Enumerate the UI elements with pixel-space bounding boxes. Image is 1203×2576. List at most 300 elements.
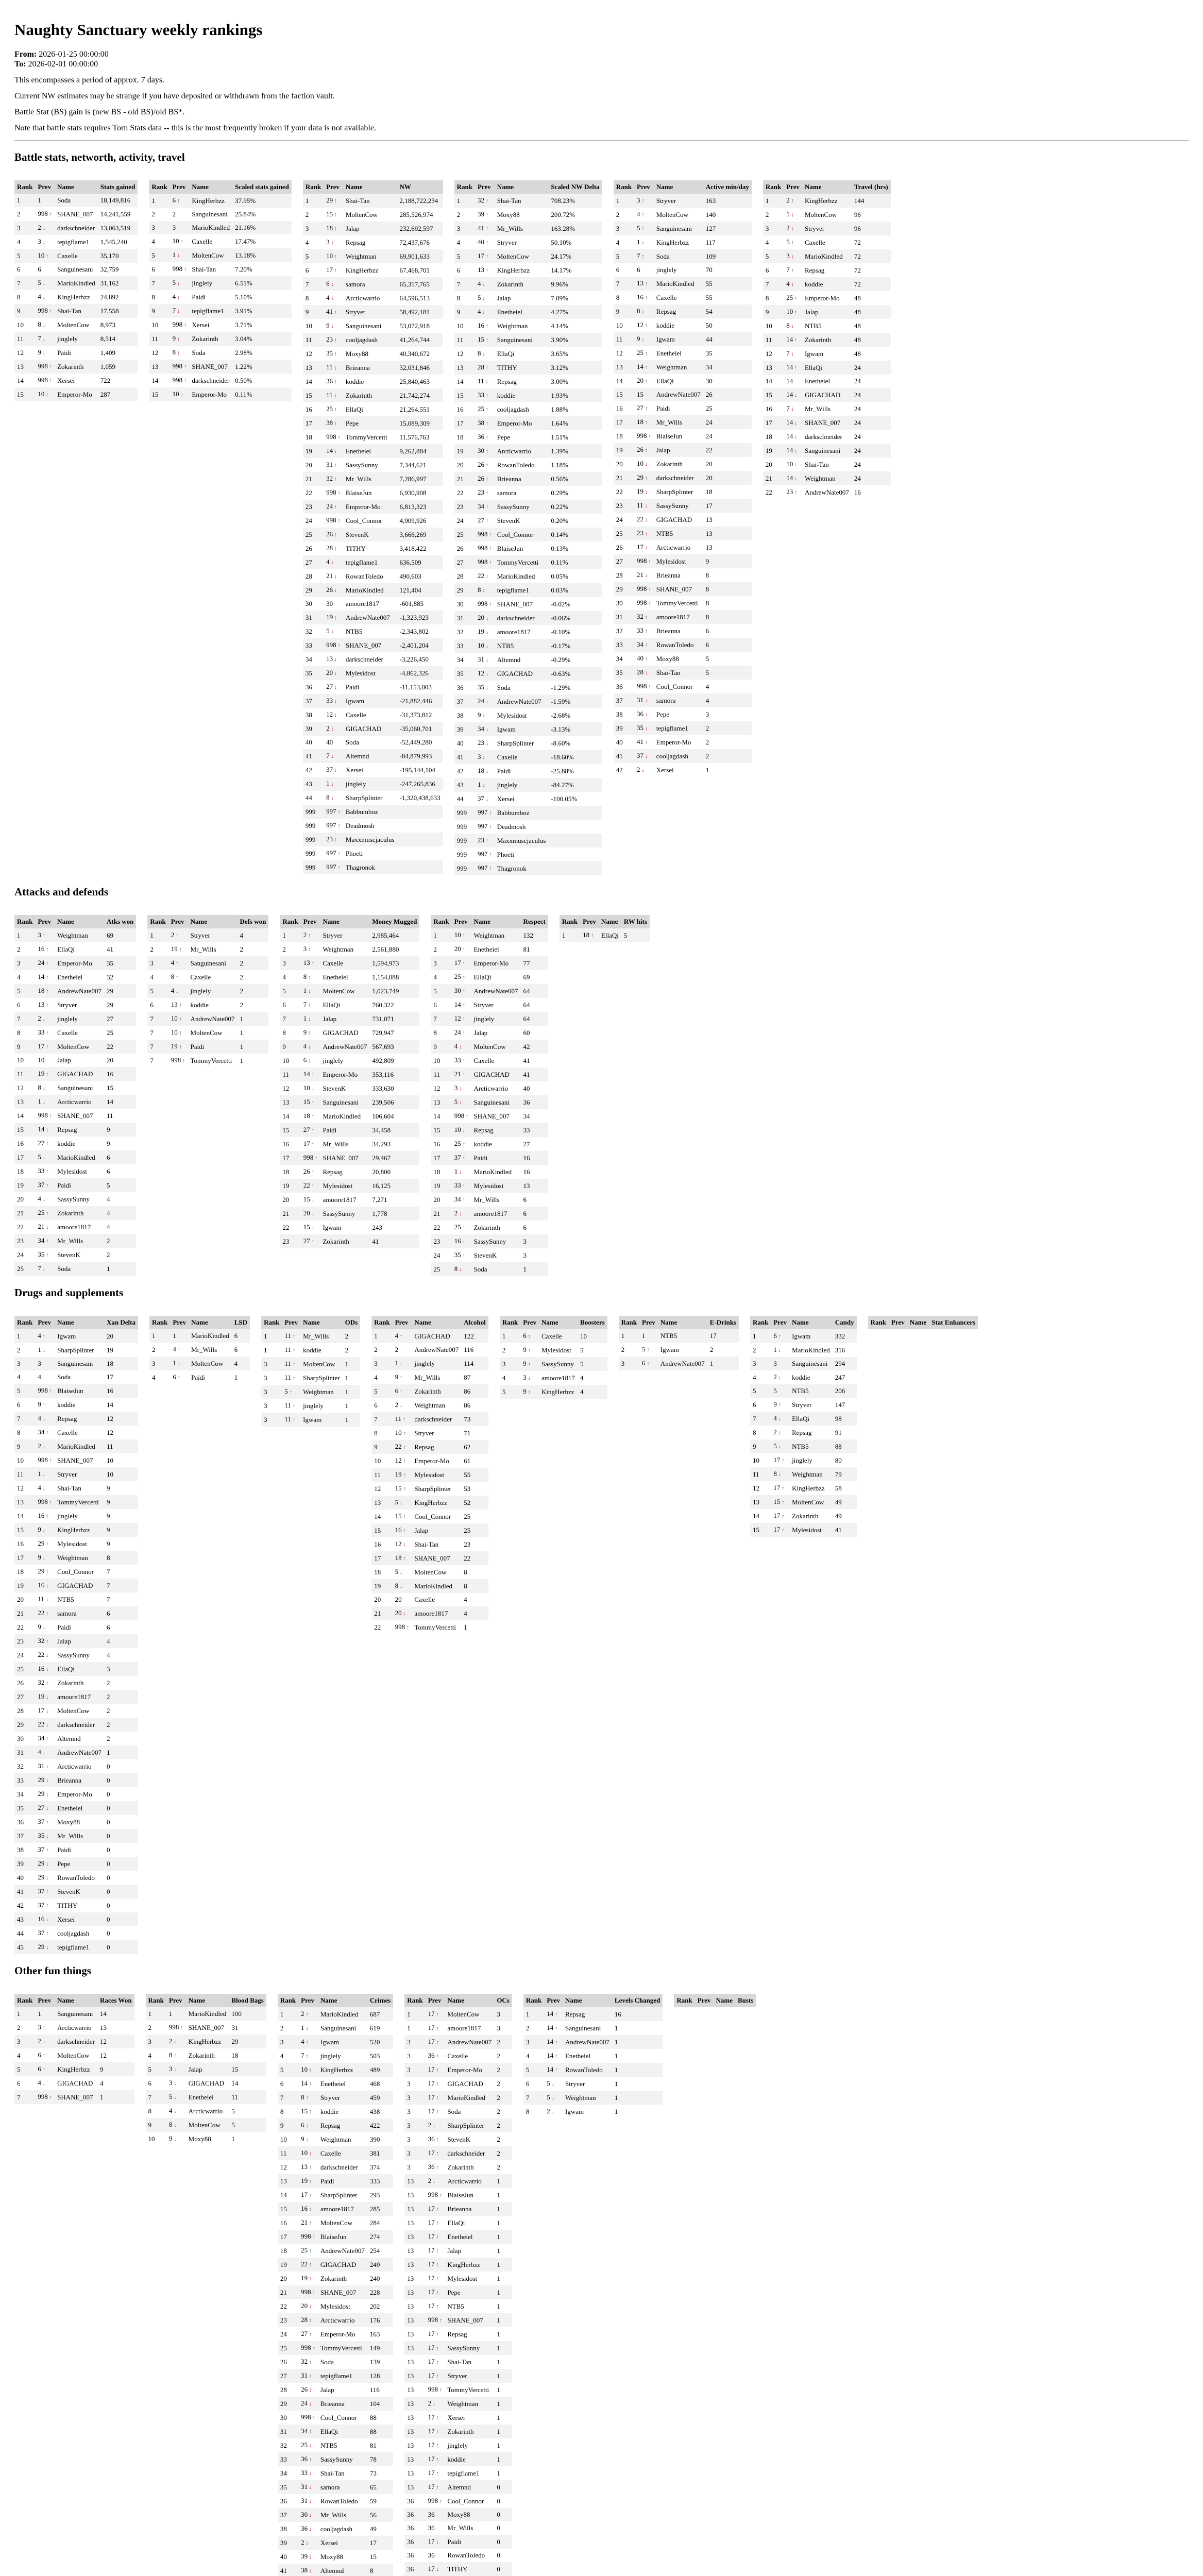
table-row: [523, 2077, 663, 2091]
value-cell: 1: [494, 2466, 512, 2480]
arrow-up-icon: ↑: [41, 2053, 46, 2059]
name-cell: Igwam: [495, 722, 549, 736]
prev-cell: [393, 1370, 412, 1384]
value-cell: 0: [104, 1871, 138, 1885]
ranking-table: [303, 180, 443, 874]
table-row: [404, 2146, 512, 2160]
value-cell: 17: [367, 2536, 393, 2550]
value-cell: 24: [852, 402, 891, 416]
value-cell: 381: [367, 2146, 393, 2160]
name-cell: TommyVercetti: [343, 430, 397, 444]
prev-cell: [35, 1662, 55, 1676]
name-cell: MoltenCow: [55, 2048, 97, 2062]
prev-cell: [35, 2090, 55, 2104]
arrow-down-icon: ↓: [484, 629, 489, 635]
name-cell: koddie: [471, 1137, 521, 1151]
table-row: [763, 444, 891, 457]
name-cell: SassySunny: [495, 500, 549, 514]
table-row: [14, 1885, 138, 1899]
table-row: [261, 1399, 360, 1413]
arrow-up-icon: ↑: [484, 420, 489, 427]
name-cell: Paidi: [55, 1178, 104, 1192]
column-header: Boosters: [578, 1316, 607, 1329]
prev-cell: [35, 2062, 55, 2076]
column-header: Alcohol: [461, 1316, 488, 1329]
name-cell: Sanguinesani: [55, 1081, 104, 1095]
arrow-down-icon: ↓: [44, 1694, 49, 1700]
prev-value: 10: [172, 237, 179, 245]
name-cell: GIGACHAD: [802, 388, 852, 402]
table-row: [763, 430, 891, 444]
prev-cell: [298, 2160, 318, 2174]
arrow-down-icon: ↓: [481, 782, 485, 788]
prev-cell: [298, 2188, 318, 2202]
prev-value: 2: [637, 766, 640, 773]
value-cell: 64: [520, 998, 548, 1012]
arrow-up-icon: ↑: [47, 1458, 53, 1464]
name-cell: MoltenCow: [55, 1040, 104, 1054]
prev-value: 7: [303, 1001, 307, 1008]
column-header: Scaled NW Delta: [548, 180, 602, 194]
table-row: [149, 1370, 250, 1384]
arrow-up-icon: ↑: [44, 1141, 49, 1147]
prev-cell: [170, 290, 190, 304]
arrow-down-icon: ↓: [793, 392, 798, 398]
column-header: Defs won: [237, 915, 268, 928]
rank-cell: 25: [431, 1262, 451, 1276]
rank-cell: 5: [14, 2062, 35, 2076]
value-cell: 9.96%: [548, 277, 602, 291]
prev-value: 30: [477, 447, 484, 454]
rank-cell: 12: [303, 347, 324, 361]
arrow-up-icon: ↑: [308, 2192, 312, 2198]
rank-cell: 22: [14, 1620, 35, 1634]
arrow-up-icon: ↑: [434, 2429, 439, 2435]
arrow-down-icon: ↓: [398, 1569, 403, 1575]
prev-value: 8: [395, 1582, 399, 1589]
rank-cell: 6: [750, 1398, 771, 1412]
prev-cell: [35, 2021, 55, 2035]
section-heading: Other fun things: [14, 1964, 91, 1977]
rank-cell: 1: [147, 928, 168, 942]
rank-cell: 10: [431, 1054, 451, 1067]
rank-cell: 19: [278, 2258, 298, 2272]
value-cell: 32: [104, 970, 136, 984]
table-row: [763, 249, 891, 263]
rank-cell: 3: [619, 1357, 639, 1370]
name-cell: Mr_Wills: [189, 1343, 232, 1357]
name-cell: EllaQi: [471, 970, 521, 984]
arrow-up-icon: ↑: [643, 350, 648, 357]
name-cell: AndrewNate007: [318, 2244, 367, 2258]
prev-cell: [301, 1081, 320, 1095]
column-header: Prev: [298, 1994, 318, 2007]
rank-cell: 16: [14, 1137, 35, 1150]
rank-cell: 13: [750, 1495, 771, 1509]
arrow-up-icon: ↑: [174, 933, 179, 939]
column-header: Races Won: [97, 1994, 134, 2007]
value-cell: 41: [369, 1234, 419, 1248]
arrow-down-icon: ↓: [310, 1086, 314, 1092]
rank-cell: 22: [614, 485, 634, 499]
tables-row: [14, 180, 1189, 875]
prev-cell: [324, 541, 343, 555]
arrow-down-icon: ↓: [458, 1099, 462, 1106]
name-cell: AndrewNate007: [471, 984, 521, 998]
prev-value: 28: [637, 668, 644, 676]
prev-cell: [324, 249, 343, 263]
table-row: [454, 792, 602, 806]
table-row: [14, 290, 138, 304]
prev-cell: [301, 1026, 320, 1040]
prev-value: 19: [301, 2177, 308, 2184]
value-cell: 24: [852, 430, 891, 444]
name-cell: Caxelle: [189, 234, 232, 248]
prev-value: 41: [477, 224, 484, 232]
arrow-down-icon: ↓: [176, 294, 180, 300]
prev-cell: [298, 2564, 318, 2576]
name-cell: Arcticwarrio: [55, 1759, 104, 1773]
arrow-up-icon: ↑: [434, 2373, 439, 2379]
table-row: [614, 249, 752, 263]
name-cell: Arcticwarrio: [654, 540, 703, 554]
column-header: Prev: [35, 915, 55, 928]
name-cell: Jalap: [186, 2062, 229, 2076]
name-cell: StevenK: [320, 1081, 369, 1095]
arrow-up-icon: ↑: [179, 239, 183, 245]
rank-cell: 3: [14, 2035, 35, 2048]
column-header: Busts: [735, 1994, 756, 2007]
arrow-up-icon: ↑: [44, 946, 49, 953]
rank-cell: 22: [278, 2299, 298, 2313]
name-cell: tepigflame1: [318, 2369, 367, 2383]
rank-cell: 31: [303, 611, 324, 624]
name-cell: MarioKindled: [789, 1343, 833, 1357]
name-cell: GIGACHAD: [186, 2076, 229, 2090]
table-row: [371, 1565, 488, 1579]
prev-value: 5: [395, 1568, 399, 1575]
column-header: Name: [789, 1316, 833, 1329]
value-cell: 2: [494, 2035, 512, 2049]
column-header: Rank: [14, 1316, 35, 1329]
rank-cell: 10: [763, 319, 784, 333]
table-row: [261, 1343, 360, 1357]
value-cell: 106,604: [369, 1109, 419, 1123]
column-header: Name: [654, 180, 703, 194]
rank-cell: 6: [303, 263, 324, 277]
prev-cell: [35, 1912, 55, 1926]
prev-value: 17: [477, 252, 484, 260]
name-cell: Paidi: [189, 290, 232, 304]
table-row: [371, 1370, 488, 1384]
value-cell: 24,892: [98, 290, 138, 304]
arrow-up-icon: ↑: [461, 1141, 466, 1147]
table-row: [278, 2105, 393, 2119]
table-row: [454, 597, 602, 611]
rank-cell: 19: [280, 1179, 300, 1193]
name-cell: MarioKindled: [343, 583, 397, 597]
table-row: [261, 1357, 360, 1371]
arrow-down-icon: ↓: [310, 1197, 314, 1203]
ranking-table: [14, 1316, 138, 1954]
rank-cell: 25: [614, 527, 634, 540]
value-cell: 2: [494, 2119, 512, 2132]
name-cell: Mr_Wills: [55, 1829, 104, 1843]
arrow-up-icon: ↑: [308, 2164, 312, 2171]
prev-cell: [298, 2550, 318, 2564]
prev-value: 7: [786, 349, 790, 357]
value-cell: 16: [612, 2007, 663, 2021]
prev-value: 36: [428, 2163, 435, 2171]
arrow-up-icon: ↑: [333, 351, 337, 357]
table-row: [763, 235, 891, 249]
table-row: [280, 1067, 419, 1081]
prev-cell: [393, 1398, 412, 1412]
prev-value: 10: [172, 390, 179, 398]
rank-cell: 11: [280, 1067, 300, 1081]
name-cell: Repsag: [55, 1412, 104, 1426]
name-cell: Mylesidost: [539, 1343, 578, 1357]
prev-value: 6: [38, 2051, 41, 2059]
rank-cell: 999: [303, 805, 324, 819]
name-cell: Jalap: [495, 291, 549, 305]
arrow-up-icon: ↑: [308, 2081, 312, 2087]
value-cell: 2: [494, 2063, 512, 2077]
rank-cell: 7: [147, 1026, 168, 1040]
table-row: [763, 457, 891, 471]
name-cell: Sanguinesani: [55, 1357, 104, 1370]
rank-cell: 999: [454, 806, 475, 820]
arrow-up-icon: ↑: [487, 824, 492, 830]
table-head: [454, 180, 602, 194]
prev-cell: [452, 1221, 471, 1234]
rank-cell: 3: [404, 2105, 425, 2119]
prev-value: 10: [326, 252, 333, 260]
prev-value: 3: [168, 2079, 173, 2087]
arrow-up-icon: ↑: [643, 642, 648, 648]
prev-value: 9: [523, 1346, 527, 1353]
table-row: [278, 2230, 393, 2244]
prev-value: 17: [301, 2191, 308, 2198]
value-cell: 0.11%: [232, 387, 292, 401]
rank-cell: 13: [371, 1496, 392, 1510]
prev-value: 998: [171, 1056, 181, 1064]
name-cell: koddie: [343, 375, 397, 388]
value-cell: 1: [104, 1262, 136, 1276]
prev-value: 9: [168, 2134, 173, 2142]
value-cell: 2: [494, 2049, 512, 2063]
prev-value: 9: [395, 1373, 399, 1381]
name-cell: Weightman: [563, 2091, 612, 2105]
prev-cell: [324, 736, 343, 749]
value-cell: 0: [104, 1926, 138, 1940]
rank-cell: 1: [14, 2007, 35, 2021]
prev-value: 4: [38, 1414, 41, 1422]
rank-cell: 15: [431, 1123, 451, 1137]
value-cell: 1: [229, 2132, 266, 2146]
table-row: [303, 430, 443, 444]
value-cell: 6: [104, 1620, 138, 1634]
name-cell: Cool_Connor: [495, 528, 549, 541]
rank-cell: 13: [404, 2480, 425, 2494]
prev-cell: [426, 2007, 445, 2021]
arrow-down-icon: ↓: [172, 2066, 177, 2073]
prev-cell: [393, 1551, 412, 1565]
name-cell: NTB5: [55, 1592, 104, 1606]
ranking-table: [14, 915, 136, 1276]
name-cell: Sanguinesani: [654, 222, 703, 235]
prev-value: 997: [477, 850, 488, 858]
rank-cell: 4: [614, 235, 634, 249]
arrow-down-icon: ↓: [329, 560, 334, 566]
prev-value: 25: [454, 973, 461, 980]
name-cell: Xersei: [318, 2536, 367, 2550]
value-cell: 58: [833, 1481, 857, 1495]
prev-cell: [475, 792, 495, 806]
value-cell: 0.14%: [548, 528, 602, 541]
prev-value: 22: [301, 2260, 308, 2268]
table-row: [146, 2021, 266, 2035]
arrow-up-icon: ↑: [484, 434, 489, 440]
table-row: [404, 2202, 512, 2216]
name-cell: MarioKindled: [55, 1439, 104, 1453]
arrow-down-icon: ↓: [484, 657, 489, 663]
table-row: [280, 942, 419, 956]
prev-cell: [452, 1165, 471, 1179]
prev-cell: [35, 1620, 55, 1634]
prev-value: 2: [171, 931, 175, 939]
value-cell: 91: [833, 1426, 857, 1439]
value-cell: 15: [367, 2550, 393, 2564]
arrow-up-icon: ↑: [434, 2470, 439, 2477]
prev-value: 31: [301, 2497, 308, 2504]
header-row: [303, 180, 443, 194]
header-row: [454, 180, 602, 194]
prev-value: 34: [477, 502, 484, 510]
arrow-down-icon: ↓: [484, 615, 489, 621]
value-cell: 4: [232, 1357, 250, 1370]
value-cell: 1: [494, 2285, 512, 2299]
rank-cell: 28: [454, 569, 475, 583]
arrow-down-icon: ↓: [307, 1044, 311, 1050]
value-cell: 2: [104, 1676, 138, 1690]
table-head: [674, 1994, 756, 2007]
value-cell: 81: [520, 942, 548, 956]
arrow-up-icon: ↑: [333, 198, 337, 204]
rank-cell: 15: [750, 1523, 771, 1537]
value-cell: 2: [104, 1234, 136, 1248]
arrow-up-icon: ↑: [182, 364, 187, 370]
name-cell: KingHerbzz: [343, 263, 397, 277]
value-cell: 5: [104, 1178, 136, 1192]
prev-cell: [35, 1537, 55, 1551]
table-row: [454, 263, 602, 277]
value-cell: 104: [367, 2397, 393, 2411]
prev-value: 9: [303, 1028, 307, 1036]
name-cell: KingHerbzz: [318, 2063, 367, 2077]
rank-cell: 38: [454, 708, 475, 722]
value-cell: 114: [461, 1357, 488, 1370]
rank-cell: 1: [454, 194, 475, 208]
prev-cell: [170, 318, 190, 332]
arrow-down-icon: ↓: [640, 336, 645, 343]
rank-cell: 4: [14, 970, 35, 984]
table-row: [614, 652, 752, 666]
table-row: [431, 1095, 548, 1109]
prev-value: 25: [326, 405, 333, 413]
rank-cell: 13: [278, 2174, 298, 2188]
name-cell: AndrewNate007: [445, 2035, 494, 2049]
value-cell: 9: [104, 1537, 138, 1551]
value-cell: 40: [520, 1081, 548, 1095]
prev-value: 998: [428, 2385, 438, 2393]
arrow-up-icon: ↑: [461, 1002, 466, 1008]
table-body: [750, 1329, 857, 1537]
value-cell: -0.06%: [548, 611, 602, 625]
arrow-down-icon: ↓: [44, 1708, 49, 1714]
name-cell: amoore1817: [320, 1193, 369, 1207]
name-cell: EllaQi: [495, 347, 549, 361]
prev-value: 2: [786, 196, 790, 204]
prev-cell: [426, 2230, 445, 2244]
name-cell: Stryver: [495, 235, 549, 249]
arrow-down-icon: ↓: [44, 392, 49, 398]
rank-cell: 10: [149, 318, 170, 332]
arrow-down-icon: ↓: [41, 1347, 46, 1353]
rank-cell: 31: [278, 2425, 298, 2438]
table-row: [404, 2452, 512, 2466]
value-cell: 3: [520, 1234, 548, 1248]
arrow-up-icon: ↑: [287, 1389, 293, 1395]
table-body: [14, 194, 138, 401]
arrow-down-icon: ↓: [431, 2401, 436, 2407]
rank-cell: 41: [454, 750, 475, 764]
table-row: [431, 1026, 548, 1040]
value-cell: 32,031,846: [397, 361, 443, 375]
prev-cell: [324, 430, 343, 444]
note: Battle Stat (BS) gain is (new BS - old BS)/old BS*.: [14, 108, 185, 116]
name-cell: darkschneider: [55, 1718, 104, 1732]
prev-cell: [475, 764, 495, 778]
arrow-down-icon: ↓: [484, 726, 489, 733]
table-row: [404, 2230, 512, 2244]
arrow-down-icon: ↓: [333, 767, 337, 773]
name-cell: Igwam: [654, 332, 703, 346]
arrow-up-icon: ↑: [484, 323, 489, 329]
value-cell: 232,692,597: [397, 222, 443, 235]
name-cell: cooljagdash: [318, 2522, 367, 2536]
prev-value: 33: [637, 626, 644, 634]
prev-cell: [393, 1343, 412, 1357]
value-cell: 6: [520, 1193, 548, 1207]
rank-cell: 3: [261, 1385, 282, 1399]
column-header: Name: [55, 1316, 104, 1329]
ranking-table: [750, 1316, 857, 1537]
prev-value: 6: [303, 1056, 307, 1064]
prev-cell: [784, 291, 802, 305]
prev-value: 9: [637, 335, 640, 343]
name-cell: SHANE_007: [343, 638, 397, 652]
table-row: [303, 736, 443, 749]
arrow-down-icon: ↓: [41, 239, 46, 245]
table-row: [371, 1593, 488, 1606]
table-row: [14, 1081, 136, 1095]
value-cell: 14: [229, 2076, 266, 2090]
section-heading: Drugs and supplements: [14, 1286, 124, 1299]
prev-cell: [324, 333, 343, 347]
name-cell: SHANE_007: [412, 1551, 461, 1565]
rank-cell: 23: [614, 499, 634, 513]
